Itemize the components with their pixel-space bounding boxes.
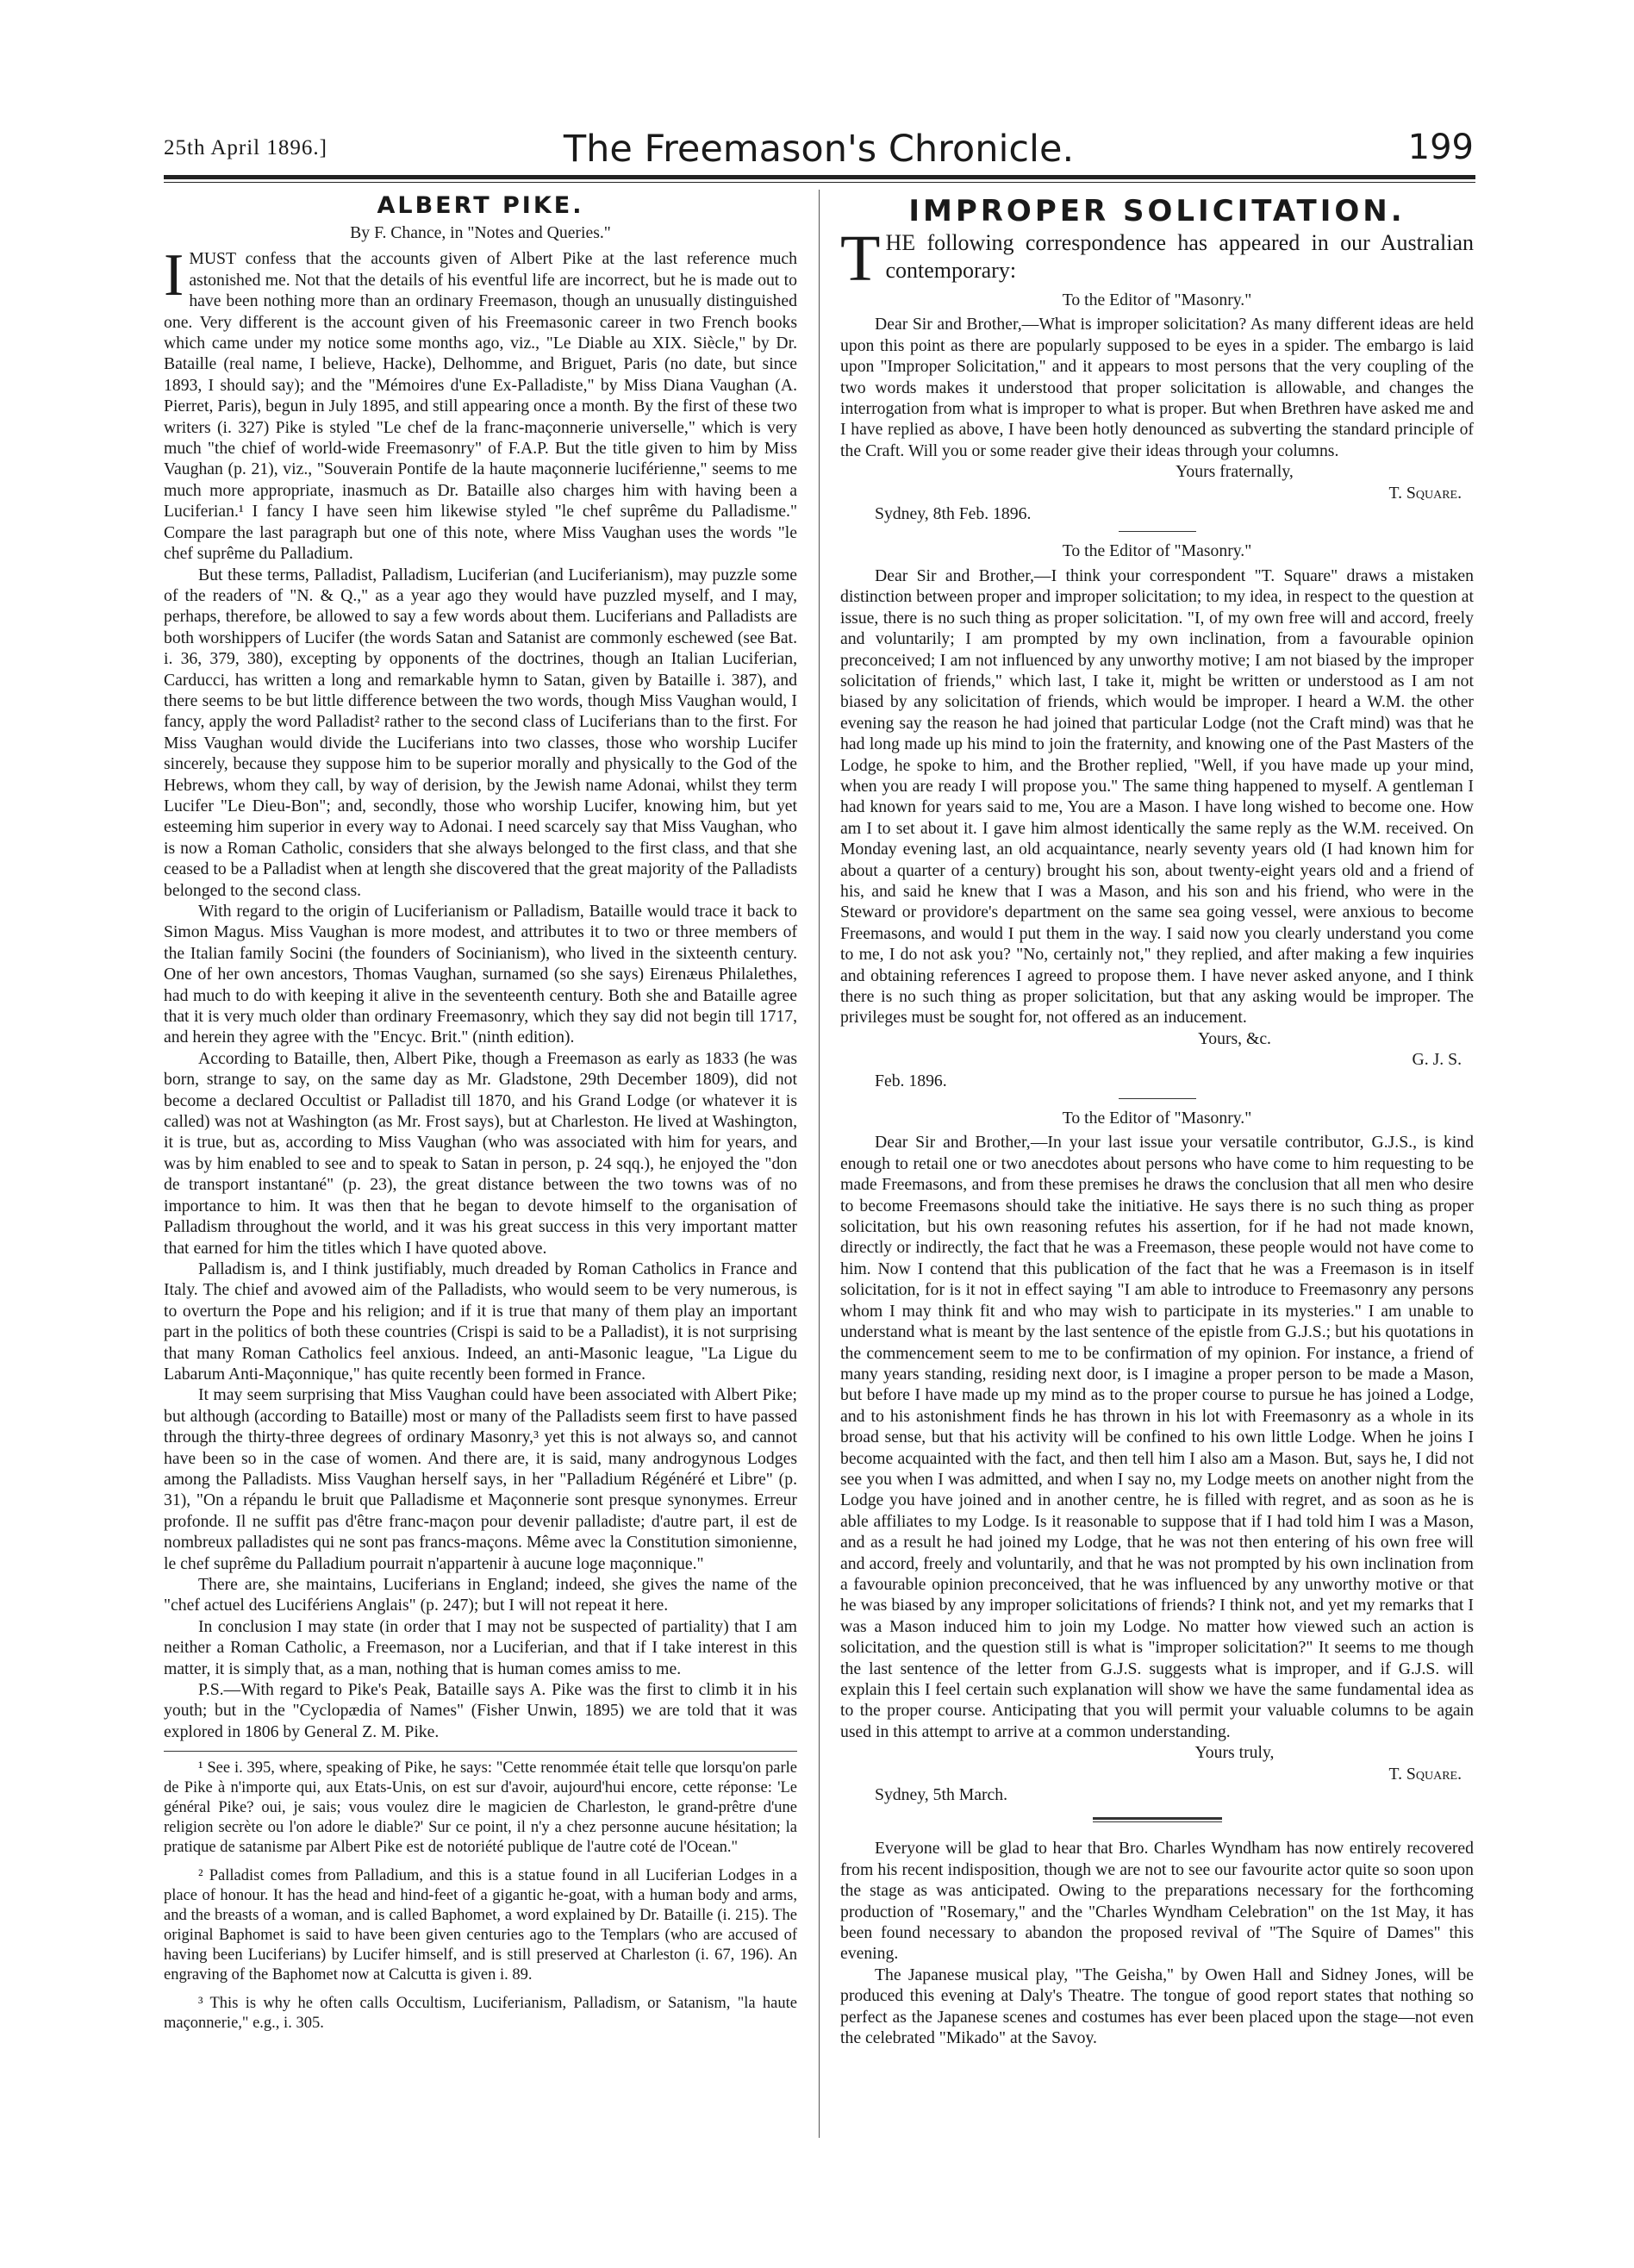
letter-body: Dear Sir and Brother,—I think your correspondent "T. Square" draws a mistaken distinction between proper and improper solicitation; to my idea, in respect to the question at issue, there is no such thing as proper solicitation. "I, of my own free will and accord, freely and voluntarily; I am prompted by my own inclination, from a favourable opinion preconceived; I am not influenced by any unworthy motive; I am not biased by the improper solicitation of friends," which last, I take it, might be written or understood as I am not biased by any solicitation of friends, which would be improper. I heard a W.M. the other evening say the reason he had joined that particular Lodge (not the Craft mind) was that he had long made up his mind to join the fraternity, and knowing one of the Past Masters of the Lodge, he spoke to him, and the Brother replied, "Well, if you have made up your mind, when you are ready I will propose you." The same thing happened to myself. A gentleman I had known for years said to me, You are a Mason. I have long wished to become one. How am I to set about it. I gave him almost identically the same reply as the W.M. received. On Monday evening last, an old acquaintance, nearly seventy years old (I had known him for about a quarter of a century) brought his son, about twenty-eight years old and a friend of his, and said he knew that I was a Mason, and his son and his friend, who were in the Steward or providore's department on the same sea going vessel, were anxious to become Freemasons, and would I put them in the way. I said now you clearly understand you come to me, I do not ask you? "No, certainly not," they replied, and after making a few inquiries and obtaining references I agreed to propose them. I have never asked anyone, and I think there is no such thing as proper solicitation, but that any asking would be improper. The privileges must be sought for, not offered as an inducement. [840,565,1474,1028]
letter-dateline: Sydney, 8th Feb. 1896. [875,504,1032,524]
article-byline: By F. Chance, in "Notes and Queries." [350,223,611,242]
footnote-rule [164,1751,797,1752]
column-divider [819,190,820,2138]
letter-signature: T. Square. [1388,1764,1462,1784]
letter-dateline: Sydney, 5th March. [875,1785,1008,1805]
letter-dateline: Feb. 1896. [875,1071,947,1090]
letter-heading: To the Editor of "Masonry." [1062,541,1252,561]
footnote: ¹ See i. 395, where, speaking of Pike, he says: "Cette renommée était telle que lorsqu'on parle de Pike à n'importe qui, aux Etats-Unis, on est sur d'avoir, aujourd'hui encore, cette réponse: 'Le général Pike? oui, je sais; vous voulez dire le magicien de Charleston, le grand-prêtre d'une religion secrète ou l'on adore le diable?' Sur ce point, il n'y a chez personne aucune hésitation; la pratique de satanisme par Albert Pike est de notoriété publique de l'autre coté de l'Ocean." [164,1759,797,1857]
news-paragraph: Everyone will be glad to hear that Bro. Charles Wyndham has now entirely recovered from his recent indisposition, though we are not to see our favourite actor quite so soon upon the stage as was anticipated. Owing to the preparations necessary for the forthcoming production of "Rosemary," and the "Charles Wyndham Celebration" on the 1st May, it has been found necessary to abandon the proposed revival of "The Squire of Dames" this evening. [840,1839,1474,1964]
article-title-improper-solicitation: IMPROPER SOLICITATION. [908,194,1406,228]
drop-cap: I [164,242,184,309]
drop-cap: T [840,222,881,295]
issue-date: 25th April 1896.] [164,136,327,159]
letter-separator [1119,1098,1196,1099]
masthead-title: The Freemason's Chronicle. [563,128,1075,171]
letter-signoff: Yours fraternally, [1176,462,1294,482]
letter-body: Dear Sir and Brother,—What is improper solicitation? As many different ideas are held upon this point as there are popularly supposed to be eyes in a spider. The embargo is laid upon "Improper Solicitation," and it appears to most persons that the very coupling of the two words makes it understood that proper solicitation is allowable, and changes the interrogation from what is improper to what is proper. But when Brethren have asked me and I have replied as above, I have been hotly denounced as subverting the standard principle of the Craft. Will you or some reader give their ideas through your columns. [840,315,1474,460]
footnotes [164,1759,797,2034]
article-title-albert-pike: ALBERT PIKE. [377,192,584,219]
footnote: ³ This is why he often calls Occultism, Luciferianism, Palladism, or Satanism, "la haute maçonnerie," e.g., i. 305. [164,1995,797,2033]
letter-separator [1119,531,1196,532]
letter-signature: G. J. S. [1412,1050,1462,1070]
article-paragraph: Palladism is, and I think justifiably, much dreaded by Roman Catholics in France and Italy. The chief and avowed aim of the Palladists, who would seem to be very numerous, is to overturn the Pope and his religion; and if it is true that many of them play an important part in the politics of both these countries (Crispi is said to be a Palladist), it is not surprising that many Roman Catholics feel anxious. Indeed, an anti-Masonic league, "La Ligue du Labarum Anti-Maçonnique," has quite recently been formed in France. [164,1259,797,1384]
article-paragraph: There are, she maintains, Luciferians in England; indeed, she gives the name of the "chef actuel des Lucifériens Anglais" (p. 247); but I will not repeat it here. [164,1575,797,1615]
page-header [164,102,1474,171]
footnote: ² Palladist comes from Palladium, and this is a statue found in all Luciferian Lodges in a place of honour. It has the head and hind-feet of a gigantic he-goat, with a human body and arms, and the breasts of a woman, and is called Baphomet, a word explained by Dr. Bataille (i. 215). The original Baphomet is said to have been given centuries ago to the Templars (who are accused of having been Luciferians) by Lucifer himself, and is still preserved at Charleston (i. 67, 196). An engraving of the Baphomet now at Calcutta is given i. 89. [164,1867,797,1984]
letter-body: Dear Sir and Brother,—In your last issue your versatile contributor, G.J.S., is kind enough to retail one or two anecdotes about persons who have come to him requesting to be made Freemasons, and from these premises he draws the conclusion that all men who desire to become Freemasons should take the initiative. He says there is no such thing as proper solicitation, but his own reasoning refutes his assertion, for if he had not made known, directly or indirectly, the fact that he was a Freemason, these people would not have come to him. Now I contend that this publication of the fact that he was a Freemason is in itself solicitation, for is it not in effect saying "I am able to introduce to Freemasonry any persons whom I may think fit and who may wish to participate in its mysteries." I am unable to understand what is meant by the last sentence of the epistle from G.J.S.; but his quotations in the commencement seem to me to be confirmation of my opinion. For instance, a friend of many years standing, residing next door, is I imagine a proper person to be made a Mason, but before I have made up my mind as to the proper course to pursue he has joined a Lodge, and to his astonishment finds he has thrown in his lot with Freemasonry as a whole in its broad sense, but that his activity will be confined to his own little Lodge. When he joins I become acquainted with the fact, and then tell him I also am a Mason. But, says he, I did not see you when I was admitted, and when I say no, my Lodge meets on another night from the Lodge you have joined and in another centre, he is filled with regret, and as soon as he is able affiliates to my Lodge. Is it reasonable to suppose that if I had told him I was a Mason, and as a result he had joined my Lodge, that he was not then entering of his own free will and accord, freely and voluntarily, and that he was not prompted by his own inclination from a favourable opinion preconceived, that he was influenced by any unworthy motive or that he was biased by any improper solicitations of friends? I think not, and yet my remarks that I was a Mason induced him to join my Lodge. No matter how viewed such an action is solicitation, and the question still is what is "improper solicitation?" It seems to me though the last sentence of the letter from G.J.S. suggests what is improper, and if G.J.S. will explain this I feel certain such explanation will show we have the same fundamental idea as to the proper course. Anticipating that you will permit your valuable columns to be again used in this attempt to arrive at a common understanding. [840,1133,1474,1741]
article-paragraph: IMUST confess that the accounts given of Albert Pike at the last reference much astonished me. Not that the details of his eventful life are incorrect, but he is made out to have been nothing more than an ordinary Freemason, though an unusually distinguished one. Very different is the account given of his Freemasonic career in two French books which came under my notice some months ago, viz., "Le Diable au XIX. Siècle," by Dr. Bataille (real name, I believe, Hacke), Delhomme, and Briguet, Paris (no date, but since 1893, I should say); and the "Mémoires d'une Ex-Palladiste," by Miss Diana Vaughan (A. Pierret, Paris), begun in July 1895, and still appearing once a month. By the first of these two writers (i. 327) Pike is styled "Le chef de la franc-maçonnerie universelle," which is very much "the chief of world-wide Freemasonry" of F.A.P. But the title given to him by Miss Vaughan (p. 21), viz., "Souverain Pontife de la haute maçonnerie luciférienne," seems to me much more appropriate, inasmuch as Dr. Bataille also charges him with having been a Luciferian.¹ I fancy I have seen him likewise styled "le chef suprême du Palladisme." Compare the last paragraph but one of this note, where Miss Vaughan uses the words "le chef suprême du Palladium. [164,242,797,564]
letter-heading: To the Editor of "Masonry." [1062,291,1252,309]
article-intro: THE following correspondence has appeared in our Australian contemporary: [840,222,1474,295]
article-paragraph: P.S.—With regard to Pike's Peak, Bataille says A. Pike was the first to climb it in his youth; but in the "Cyclopædia of Names" (Fisher Unwin, 1895) we are told that it was explored in 1806 by General Z. M. Pike. [164,1680,797,1741]
article-paragraph: In conclusion I may state (in order that I may not be suspected of partiality) that I am neither a Roman Catholic, a Freemason, nor a Luciferian, and that if I take interest in this matter, it is simply that, as a man, nothing that is human comes amiss to me. [164,1616,797,1678]
news-paragraph: The Japanese musical play, "The Geisha," by Owen Hall and Sidney Jones, will be produced this evening at Daly's Theatre. The tongue of good report states that nothing so perfect as the Japanese scenes and costumes has ever been placed upon the stage—not even the celebrated "Mikado" at the Savoy. [840,1965,1474,2048]
right-column [840,191,1474,2049]
article-paragraph: According to Bataille, then, Albert Pike, though a Freemason as early as 1833 (he was born, strange to say, on the same day as Mr. Gladstone, 29th December 1809), did not become a declared Occultist or Palladist till 1870, and his Grand Lodge (or whatever it is called) was not at Washington (as Mr. Frost says), but at Charleston. He lived at Washington, it is true, but as, according to Miss Vaughan (who was associated with him for years, and was by him enabled to see and to speak to Satan in person, p. 24 sqq.), he enjoyed the "don de transport instantané" (p. 23), the great distance between the two towns was of no importance to him. It was then that he began to devote himself to the organisation of Palladism throughout the world, and it was his great success in this very important matter that earned for him the titles which I have quoted above. [164,1048,797,1258]
letter-signature: T. Square. [1388,483,1462,503]
header-rule-thin [164,182,1475,183]
letter-signoff: Yours truly, [1194,1743,1275,1763]
article-paragraph: But these terms, Palladist, Palladism, Luciferian (and Luciferianism), may puzzle some of the readers of "N. & Q.," as a year ago they would have puzzled myself, and I may, perhaps, therefore, be allowed to say a few words about them. Luciferians and Palladists are both worshippers of Lucifer (the words Satan and Satanist are commonly eschewed (see Bat. i. 36, 379, 380), excepting by opponents of the doctrines, though an Italian Luciferian, Carducci, has written a long and remarkable hymn to Satan, given by Bataille i. 387), and there seems to be but little difference between the two words, though Miss Vaughan would, I fancy, apply the word Palladist² rather to the second class of Luciferians than to the first. For Miss Vaughan would divide the Luciferians into two classes, those who worship Lucifer sincerely, because they suppose him to be superior morally and physically to the God of the Hebrews, whom they call, by way of derision, by the Jewish name Adonai, whilst they term Lucifer "Le Dieu-Bon"; and, secondly, those who worship Lucifer, knowing him, but yet esteeming him superior in every way to Adonai. I need scarcely say that Miss Vaughan, who is now a Roman Catholic, considers that she always belonged to the first class, and that she ceased to be a Palladist when at length she discovered that the great majority of the Palladists belonged to the second class. [164,565,797,900]
section-separator [1093,1817,1222,1822]
article-paragraph: It may seem surprising that Miss Vaughan could have been associated with Albert Pike; but although (according to Bataille) most or many of the Palladists seem first to have passed through the thirty-three degrees of ordinary Masonry,³ yet this is not always so, and cannot have been so in the case of women. And there are, it is said, many androgynous Lodges among the Palladists. Miss Vaughan herself says, in her "Palladium Régénéré et Libre" (p. 31), "On a répandu le bruit que Palladisme et Maçonnerie sont presque synonymes. Erreur profonde. Il ne suffit pas d'être franc-maçon pour devenir palladiste; d'autre part, il est de nombreux palladistes qui ne sont pas francs-maçons. Même avec la Constitution simonienne, le chef suprême du Palladium pourrait n'appartenir à aucune loge maçonnique." [164,1385,797,1573]
letter-heading: To the Editor of "Masonry." [1062,1109,1252,1128]
article-paragraph: With regard to the origin of Luciferianism or Palladism, Bataille would trace it back to Simon Magus. Miss Vaughan is more modest, and attributes it to two or three members of the Italian family Socini (the founders of Socinianism), who lived in the sixteenth century. One of her own ancestors, Thomas Vaughan, surnamed (so she says) Eirenæus Philalethes, had much to do with keeping it alive in the seventeenth century. Both she and Bataille agree that it is very much older than ordinary Freemasonry, which they say did not begin till 1717, and herein they agree with the "Encyc. Brit." (ninth edition). [164,902,797,1047]
left-column [164,191,797,2042]
letter-signoff: Yours, &c. [1198,1028,1271,1048]
page-number: 199 [1407,128,1474,167]
header-rule-thick [164,175,1475,179]
